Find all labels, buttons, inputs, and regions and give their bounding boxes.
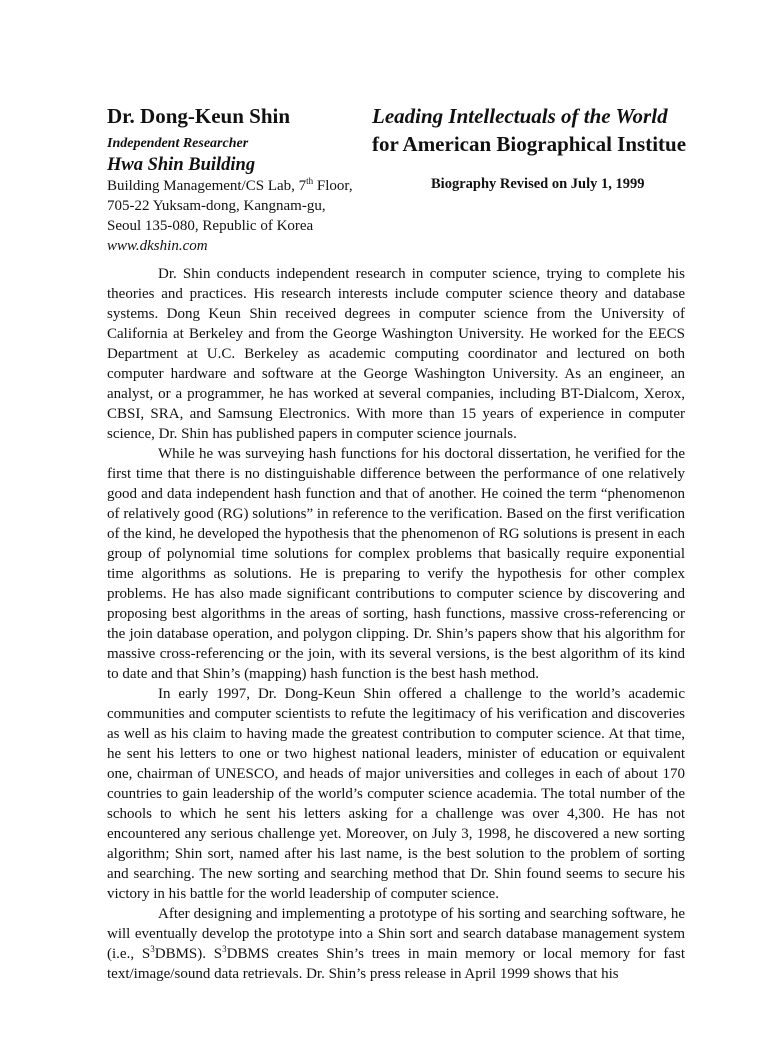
- paragraph-1: Dr. Shin conducts independent research in computer science, trying to complete his theories and practices. His research interests include computer science theory and database systems. Dong Keun Shin received degrees in computer science from the University of California at Berkeley and from the George Washington University. He worked for the EECS Department at U.C. Berkeley as academic computing coordinator and lectured on both computer hardware and software at the George Washington University. As an engineer, an analyst, or a programmer, he has worked at several companies, including BT-Dialcom, Xerox, CBSI, SRA, and Samsung Electronics. With more than 15 years of experience in computer science, Dr. Shin has published papers in computer science journals.: [107, 266, 685, 442]
- address-line-2: 705-22 Yuksam-dong, Kangnam-gu,: [107, 198, 326, 214]
- biography-body: [107, 264, 685, 984]
- author-name: Dr. Dong-Keun Shin: [107, 104, 291, 128]
- author-block: [107, 104, 397, 256]
- paragraph-2: While he was surveying hash functions for his doctoral dissertation, he verified for the first time that there is no distinguishable difference between the performance of one relatively good and data independent hash function and that of another. He coined the term “phenomenon of relatively good (RG) solutions” in reference to the verification. Based on the first verification of the kind, he developed the hypothesis that the phenomenon of RG solutions is present in each group of polynomial time solutions for complex problems that basically require exponential time algorithms as solutions. He is preparing to verify the hypothesis for other complex problems. He has also made significant contributions to computer science by discovering and proposing best algorithms in the areas of sorting, hash functions, massive cross-referencing or the join database operation, and polygon clipping. Dr. Shin’s papers show that his algorithm for massive cross-referencing or the join, with its several versions, is the best algorithm of its kind to date and that Shin’s (mapping) hash function is the best hash method.: [107, 446, 685, 682]
- address-line-1: Building Management/CS Lab, 7th Floor,: [107, 176, 353, 194]
- title-block: [372, 104, 732, 156]
- document-subtitle: for American Biographical Institue: [372, 132, 687, 156]
- address-line-3: Seoul 135-080, Republic of Korea: [107, 218, 314, 234]
- revision-date: Biography Revised on July 1, 1999: [431, 176, 645, 192]
- document-title: Leading Intellectuals of the World: [372, 104, 668, 128]
- author-organization: Hwa Shin Building: [107, 155, 256, 175]
- paragraph-4: After designing and implementing a prototype of his sorting and searching software, he will eventually develop the prototype into a Shin sort and search database management system (i.e., $S^3DBMS$). $S^3DBMS$ creates Shin’s trees in main memory or local memory for fast text/image/sound data retrievals. Dr. Shin’s press release in April 1999 shows that his: [107, 906, 685, 982]
- paragraph-3: In early 1997, Dr. Dong-Keun Shin offered a challenge to the world’s academic communities and computer scientists to refute the legitimacy of his verification and discoveries as well as his claim to having made the greatest contribution to computer science. At that time, he sent his letters to one or two highest national leaders, minister of education or equivalent one, chairman of UNESCO, and heads of major universities and colleges in each of about 170 countries to gain leadership of the world’s computer science academia. The total number of the schools to which he sent his letters asking for a challenge was over 4,300. He has not encountered any serious challenge yet. Moreover, on July 3, 1998, he discovered a new sorting algorithm; Shin sort, named after his last name, is the best solution to the problem of sorting and searching. The new sorting and searching method that Dr. Shin found seems to secure his victory in his battle for the world leadership of computer science.: [107, 686, 685, 902]
- website-link[interactable]: www.dkshin.com: [107, 238, 208, 254]
- author-role: Independent Researcher: [107, 136, 249, 151]
